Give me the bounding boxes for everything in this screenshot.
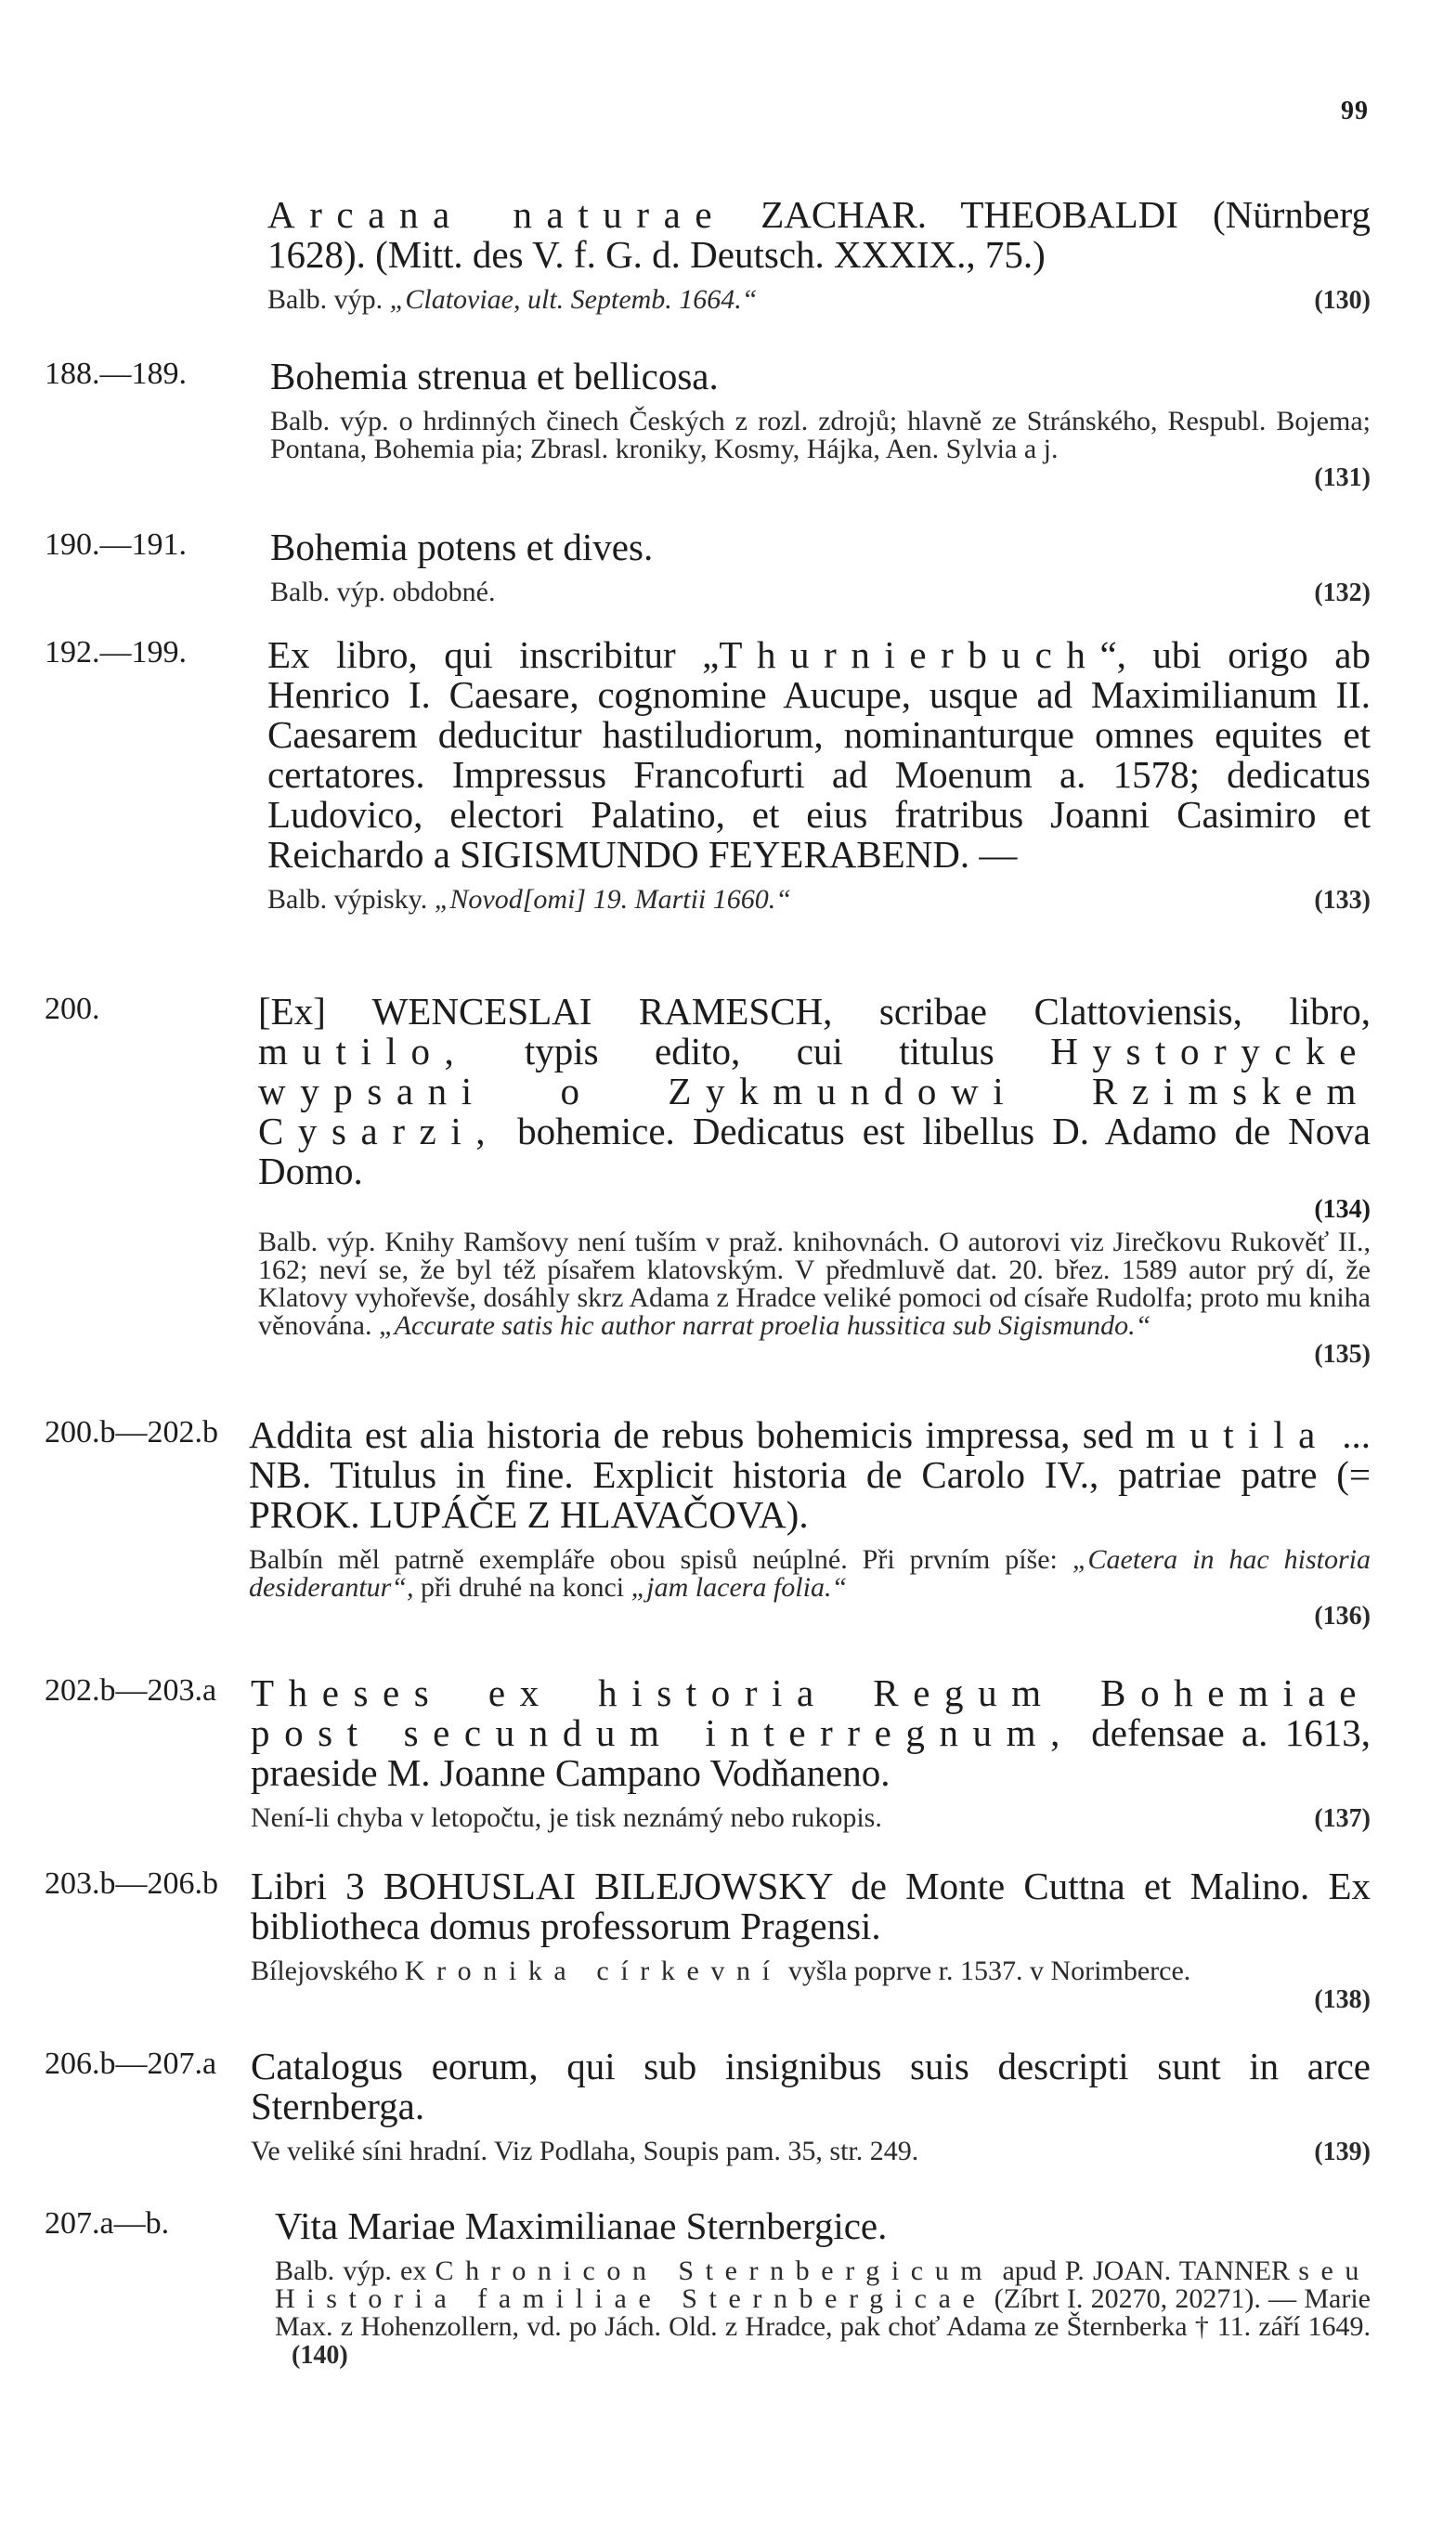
entry-text: [Ex] WENCESLAI RAMESCH, scribae Clattoviensis, libro, mutilo, typis edito, cui titulus Hystorycke wypsani o Zykmundowi Rzimskem Cysarzi, bohemice. Dedicatus est libellus D. Adamo de Nova Domo. bbox=[258, 990, 1372, 1192]
entry-number: 200. bbox=[45, 992, 100, 1026]
entry-note: Balb. výp. obdobné. (132) bbox=[270, 577, 1371, 607]
entry-note: Balb. výpisky. „Novod[omi] 19. Martii 1660.“ (133) bbox=[267, 884, 1371, 915]
reference-number: (130) bbox=[1314, 286, 1371, 315]
entry-number: 202.b—203.a bbox=[45, 1673, 217, 1708]
entry-text: Catalogus eorum, qui sub insignibus suis descripti sunt in arce Sternberga. bbox=[251, 2045, 1371, 2127]
entry-number: 206.b—207.a bbox=[45, 2047, 217, 2081]
reference-number: (133) bbox=[1314, 886, 1371, 915]
reference-number: (139) bbox=[1314, 2138, 1371, 2166]
reference-number: (137) bbox=[1314, 1804, 1371, 1833]
entry-text: Bohemia potens et dives. bbox=[270, 526, 654, 568]
entry-number: 207.a—b. bbox=[45, 2206, 170, 2241]
reference-number: (140) bbox=[292, 2341, 348, 2370]
reference-number: (138) bbox=[1314, 1985, 1371, 2014]
entry-text: Arcana naturae ZACHAR. THEOBALDI (Nürnberg 1628). (Mitt. des V. f. G. d. Deutsch. XXXIX., 75.) bbox=[267, 193, 1372, 276]
entry-text: Libri 3 BOHUSLAI BILEJOWSKY de Monte Cuttna et Malino. Ex bibliotheca domus professorum Pragensi. bbox=[251, 1865, 1371, 1947]
entry-text: Vita Mariae Maximilianae Sternbergice. bbox=[275, 2204, 888, 2247]
entry-text: Ex libro, qui inscribitur „Thurnierbuch“, ubi origo ab Henrico I. Caesare, cognomine Aucupe, usque ad Maximilianum II. Caesarem deducitur hastiludiorum, nominanturque omnes equites et certatores. Impressus Francofurti ad Moenum a. 1578; dedicatus Ludovico, electori Palatino, et eius fratribus Joanni Casimiro et Reichardo a SIGISMUNDO FEYERABEND. — bbox=[267, 633, 1371, 876]
reference-number: (131) bbox=[1314, 463, 1371, 492]
page-number: 99 bbox=[1341, 97, 1369, 125]
entry-note: Balb. výp. Knihy Ramšovy není tuším v praž. knihovnách. O autorovi viz Jirečkovu Rukověť II., 162; neví se, že byl též písařem klatovským. V předmluvě dat. 20. břez. 1589 autor prý dí, že Klatovy vyhořevše, dosáhly skrz Adama z Hradce veliké pomoci od císaře Rudolfa; proto mu kniha věnována. „Accurate satis hic author narrat proelia hussitica sub Sigismundo.“ (135) bbox=[258, 1227, 1371, 1369]
entry-number: 200.b—202.b bbox=[45, 1415, 218, 1450]
reference-number: (132) bbox=[1314, 578, 1371, 607]
reference-number: (136) bbox=[1314, 1602, 1371, 1631]
entry-number: 203.b—206.b bbox=[45, 1866, 218, 1901]
entry-number: 188.—189. bbox=[45, 357, 187, 391]
entry-note: Bílejovského Kronika církevní vyšla poprve r. 1537. v Norimberce. (138) bbox=[251, 1956, 1371, 2014]
reference-number: (134) bbox=[1314, 1195, 1371, 1224]
entry-note: Balb. výp. o hrdinných činech Českých z rozl. zdrojů; hlavně ze Stránského, Respubl. Bojema; Pontana, Bohemia pia; Zbrasl. kroniky, Kosmy, Hájka, Aen. Sylvia a j. (131) bbox=[270, 406, 1371, 492]
entry-note: Není-li chyba v letopočtu, je tisk neznámý nebo rukopis. (137) bbox=[251, 1802, 1371, 1833]
entry-text: Bohemia strenua et bellicosa. bbox=[270, 355, 719, 397]
entry-note: Balbín měl patrně exempláře obou spisů neúplné. Při prvním píše: „Caetera in hac historia desiderantur“, při druhé na konci „jam lacera folia.“ (136) bbox=[249, 1544, 1372, 1631]
reference-number: (135) bbox=[1314, 1340, 1371, 1369]
entry-note: Balb. výp. „Clatoviae, ult. Septemb. 1664.“ (130) bbox=[267, 284, 1371, 315]
entry-note: Ve veliké síni hradní. Viz Podlaha, Soupis pam. 35, str. 249. (139) bbox=[251, 2136, 1371, 2166]
entry-number: 192.—199. bbox=[45, 635, 187, 670]
entry-text: Theses ex historia Regum Bohemiae post secundum interregnum, defensae a. 1613, praeside M. Joanne Campano Vodňaneno. bbox=[251, 1671, 1372, 1794]
entry-number: 190.—191. bbox=[45, 527, 187, 562]
entry-text: Addita est alia historia de rebus bohemicis impressa, sed mutila ... NB. Titulus in fine. Explicit historia de Carolo IV., patriae patre (= PROK. LUPÁČE Z HLAVAČOVA). bbox=[249, 1413, 1372, 1536]
entry-note: Balb. výp. ex Chronicon Sternbergicum apud P. JOAN. TANNER seu Historia familiae Sternbergicae (Zíbrt I. 20270, 20271). — Marie Max. z Hohenzollern, vd. po Jách. Old. z Hradce, pak choť Adama ze Šternberka † 11. září 1649. (140) bbox=[275, 2256, 1372, 2370]
